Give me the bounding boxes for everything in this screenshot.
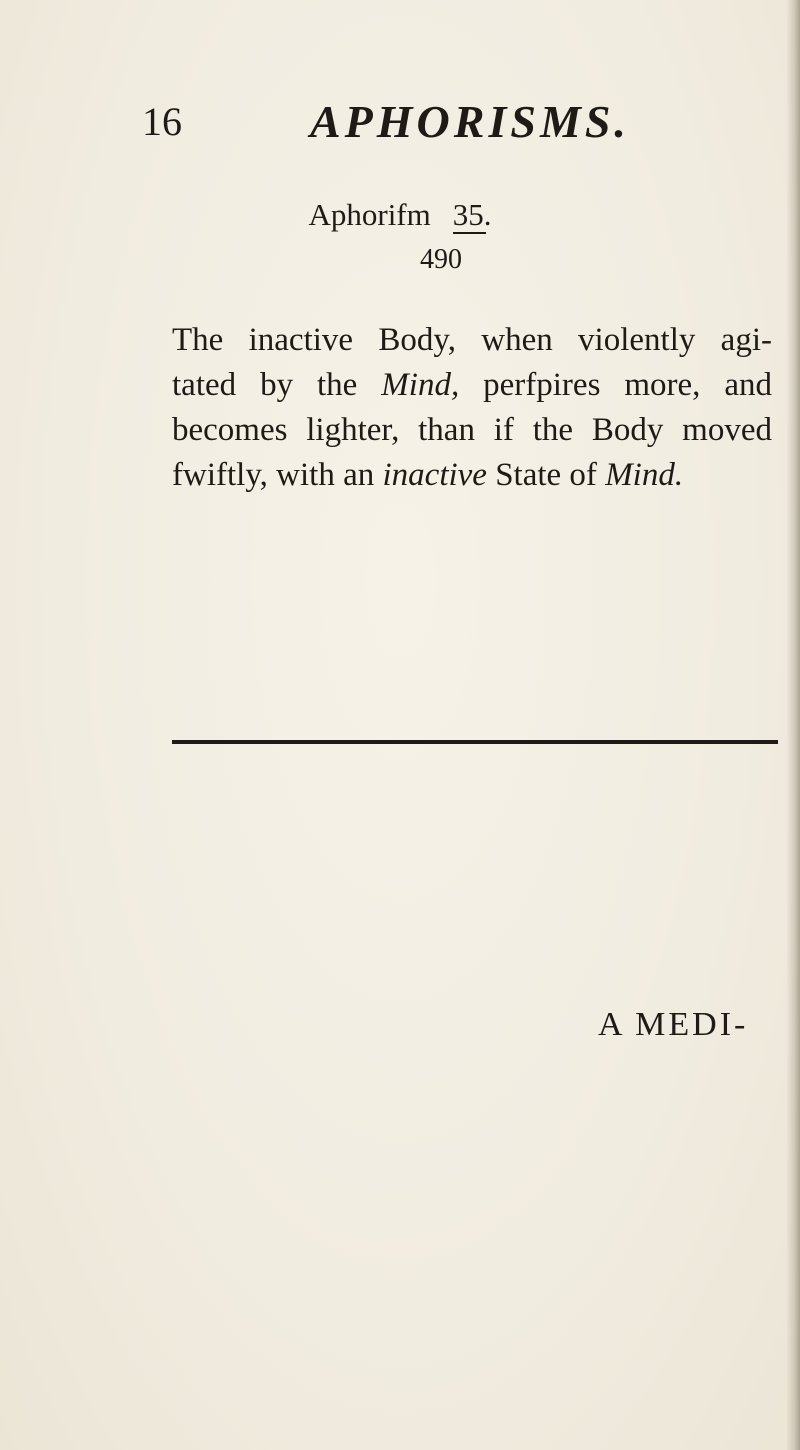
section-rule [172,740,778,744]
body-line-2-end: perfpires more, and [459,367,772,403]
body-line-4 [172,453,772,498]
aphorism-reference: 490 [420,244,462,275]
body-line-4-inactive: inactive [382,457,487,493]
body-line-4-mind: Mind. [605,457,684,493]
page-number: 16 [142,99,182,144]
catchword: A MEDI- [598,1006,749,1043]
aphorism-title: Aphorifm [308,197,431,232]
body-line-4-middle: State of [486,457,606,493]
body-line-2-start: tated by the [172,367,382,403]
body-line-2 [172,363,772,408]
body-line-4-start: fwiftly, with an [172,457,383,493]
running-head: APHORISMS. [310,96,630,147]
aphorism-number: 35. [453,190,492,240]
body-line-1: The inactive Body, when violently agi- [172,322,772,358]
page-header [142,92,702,152]
aphorism-body [172,318,772,498]
body-line-3: becomes lighter, than if the Body moved [172,412,772,448]
aphorism-heading [0,190,800,240]
body-line-2-mind: Mind, [381,367,460,403]
